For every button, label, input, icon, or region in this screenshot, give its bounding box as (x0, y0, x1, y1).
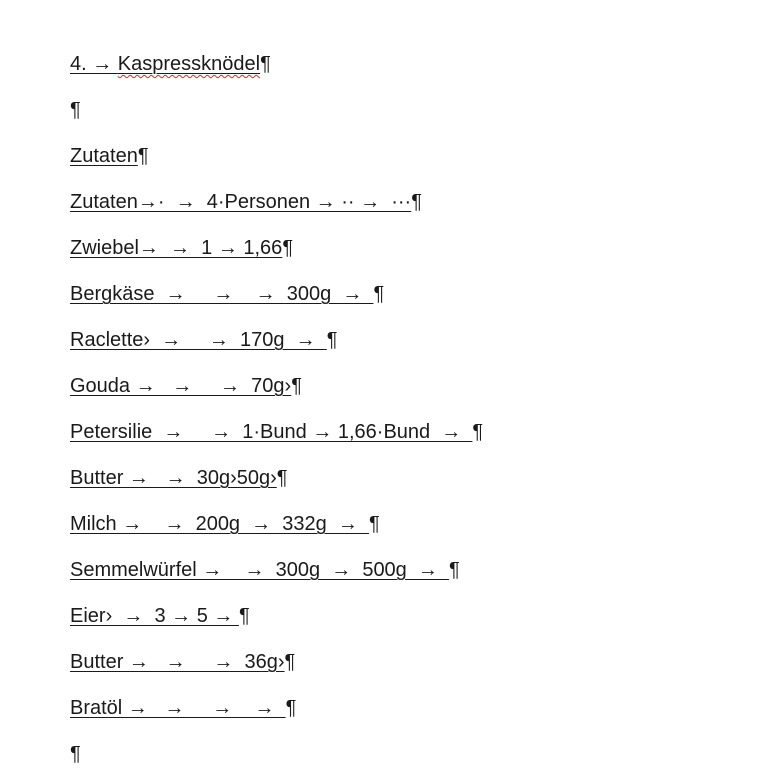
ingredient-line[interactable] (70, 552, 483, 598)
pilcrow-mark: ¶ (260, 53, 271, 75)
section-heading-zutaten[interactable] (70, 138, 483, 184)
pilcrow-mark: ¶ (70, 99, 81, 121)
empty-paragraph[interactable] (70, 736, 483, 782)
line-text: Butter → → 30g›50g› (70, 467, 277, 489)
empty-paragraph[interactable] (70, 92, 483, 138)
pilcrow-mark: ¶ (472, 421, 484, 443)
ingredient-line[interactable] (70, 598, 483, 644)
ingredient-line[interactable] (70, 690, 483, 736)
line-text: Raclette› → → 170g → (70, 329, 327, 351)
ingredient-line[interactable] (70, 460, 483, 506)
line-text: Milch → → 200g → 332g → (70, 513, 370, 535)
line-text: Semmelwürfel → → 300g → 500g → (70, 559, 450, 581)
ingredient-line[interactable] (70, 506, 483, 552)
recipe-heading[interactable] (70, 46, 483, 92)
line-text: Zutaten (70, 145, 138, 167)
pilcrow-mark: ¶ (285, 697, 297, 719)
line-text: Gouda → → → 70g› (70, 375, 292, 397)
ingredient-line[interactable] (70, 230, 483, 276)
pilcrow-mark: ¶ (284, 651, 296, 673)
ingredient-line[interactable] (70, 276, 483, 322)
pilcrow-mark: ¶ (326, 329, 338, 351)
pilcrow-mark: ¶ (70, 743, 81, 765)
ingredient-line[interactable] (70, 414, 483, 460)
heading-title: Kaspressknödel (117, 53, 261, 75)
line-text: Bratöl → → → → (70, 697, 286, 719)
pilcrow-mark: ¶ (276, 467, 288, 489)
line-text: Bergkäse → → → 300g → (70, 283, 374, 305)
line-text: Zwiebel→ → 1 → 1,66 (70, 237, 283, 259)
pilcrow-mark: ¶ (369, 513, 380, 535)
pilcrow-mark: ¶ (411, 191, 422, 213)
pilcrow-mark: ¶ (449, 559, 460, 581)
line-text: Petersilie → → 1·Bund → 1,66·Bund → (70, 421, 473, 443)
document-body (70, 46, 483, 782)
ingredient-line[interactable] (70, 322, 483, 368)
line-text: Zutaten→· → 4·Personen → ·· → ··· (70, 191, 412, 213)
heading-number: 4. → (70, 53, 118, 75)
pilcrow-mark: ¶ (137, 145, 149, 167)
table-header-line[interactable] (70, 184, 483, 230)
pilcrow-mark: ¶ (291, 375, 302, 397)
pilcrow-mark: ¶ (238, 605, 250, 627)
ingredient-line[interactable] (70, 368, 483, 414)
pilcrow-mark: ¶ (373, 283, 385, 305)
pilcrow-mark: ¶ (282, 237, 294, 259)
line-text: Butter → → → 36g› (70, 651, 285, 673)
line-text: Eier› → 3 → 5 → (70, 605, 239, 627)
ingredient-line[interactable] (70, 644, 483, 690)
